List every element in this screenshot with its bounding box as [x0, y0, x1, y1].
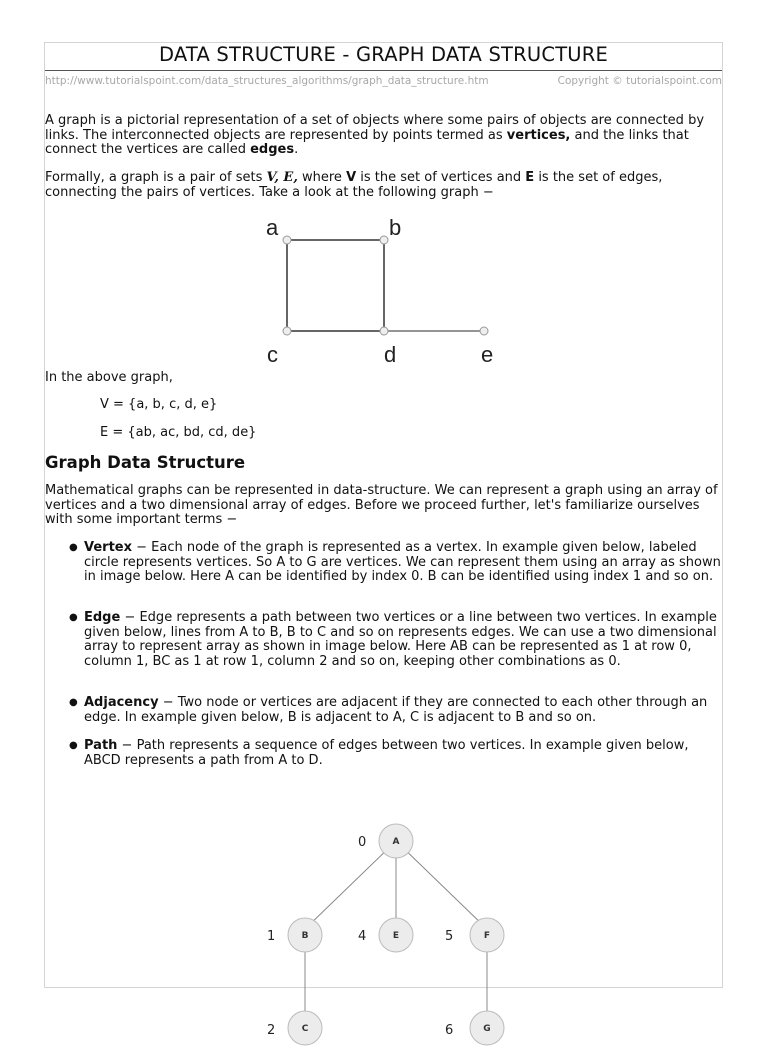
bullet-icon: ●: [69, 542, 78, 553]
node-e-label: E: [392, 931, 400, 941]
page-title: DATA STRUCTURE - GRAPH DATA STRUCTURE: [158, 43, 609, 66]
vertex-b-dot: [380, 236, 388, 244]
list-item: ● Edge − Edge represents a path between two vertices or a line between two vertices. In example given below, lines from A to B, B to C and so on represents edges. We can use a two dimensional array to represent array as shown in image below. Here AB can be represented as 1 at row 0, column 1, BC as 1 at row 1, column 2 and so on, keeping other combinations as 0.: [69, 610, 717, 669]
section-heading: Graph Data Structure: [45, 453, 246, 472]
node-a-label: A: [392, 837, 400, 847]
vertex-set: V = {a, b, c, d, e}: [100, 397, 218, 412]
source-row: [45, 73, 722, 89]
list-item: ● Adjacency − Two node or vertices are adjacent if they are connected to each other through an edge. In example given below, B is adjacent to A, C is adjacent to B and so on.: [69, 695, 708, 725]
vertex-e-label: e: [481, 342, 494, 367]
copyright-text: Copyright © tutorialspoint.com: [557, 75, 722, 87]
document-page: [44, 42, 723, 1038]
node-a-index: 0: [358, 835, 367, 850]
source-url[interactable]: http://www.tutorialspoint.com/data_structures_algorithms/graph_data_structure.htm: [45, 75, 489, 87]
vertex-e-dot: [480, 327, 488, 335]
tree-graph-nodes: [255, 814, 585, 1064]
graph-caption: In the above graph,: [45, 370, 173, 385]
node-f-label: F: [483, 931, 491, 941]
list-item: ● Path − Path represents a sequence of edges between two vertices. In example given below, ABCD represents a path from A to D.: [69, 738, 689, 768]
list-item: ● Vertex − Each node of the graph is represented as a vertex. In example given below, labeled circle represents vertices. So A to G are vertices. We can represent them using an array as shown in image below. Here A can be identified by index 0. B can be identified using index 1 and so on.: [69, 540, 721, 585]
simple-graph-figure: [256, 216, 526, 366]
title-divider: [45, 70, 722, 71]
bullet-icon: ●: [69, 740, 78, 751]
node-e-index: 4: [358, 929, 367, 944]
node-b-index: 1: [267, 929, 276, 944]
node-b-label: B: [301, 931, 309, 941]
vertex-d-label: d: [384, 342, 397, 367]
vertex-a-dot: [283, 236, 291, 244]
bullet-icon: ●: [69, 612, 78, 623]
bullet-icon: ●: [69, 697, 78, 708]
vertex-b-label: b: [389, 215, 402, 240]
definition-paragraph: Formally, a graph is a pair of sets V, E, where V is the set of vertices and E is the set of edges, connecting the pairs of vertices. Take a look at the following graph −: [45, 170, 663, 200]
edge-set: E = {ab, ac, bd, cd, de}: [100, 425, 257, 440]
intro-paragraph: A graph is a pictorial representation of a set of objects where some pairs of objects are connected by links. The interconnected objects are represented by points termed as vertices, and the links that connect the vertices are called edges.: [45, 113, 705, 158]
node-g-label: G: [483, 1024, 491, 1034]
vertex-a-label: a: [266, 215, 279, 240]
node-c-index: 2: [267, 1023, 276, 1038]
node-g-index: 6: [445, 1023, 454, 1038]
vertex-c-label: c: [267, 342, 278, 367]
node-c-label: C: [301, 1024, 309, 1034]
vertex-c-dot: [283, 327, 291, 335]
node-f-index: 5: [445, 929, 454, 944]
vertex-d-dot: [380, 327, 388, 335]
section-paragraph: Mathematical graphs can be represented in data-structure. We can represent a graph using an array of vertices and a two dimensional array of edges. Before we proceed further, let's familiarize ourselves with some important terms −: [45, 483, 718, 528]
